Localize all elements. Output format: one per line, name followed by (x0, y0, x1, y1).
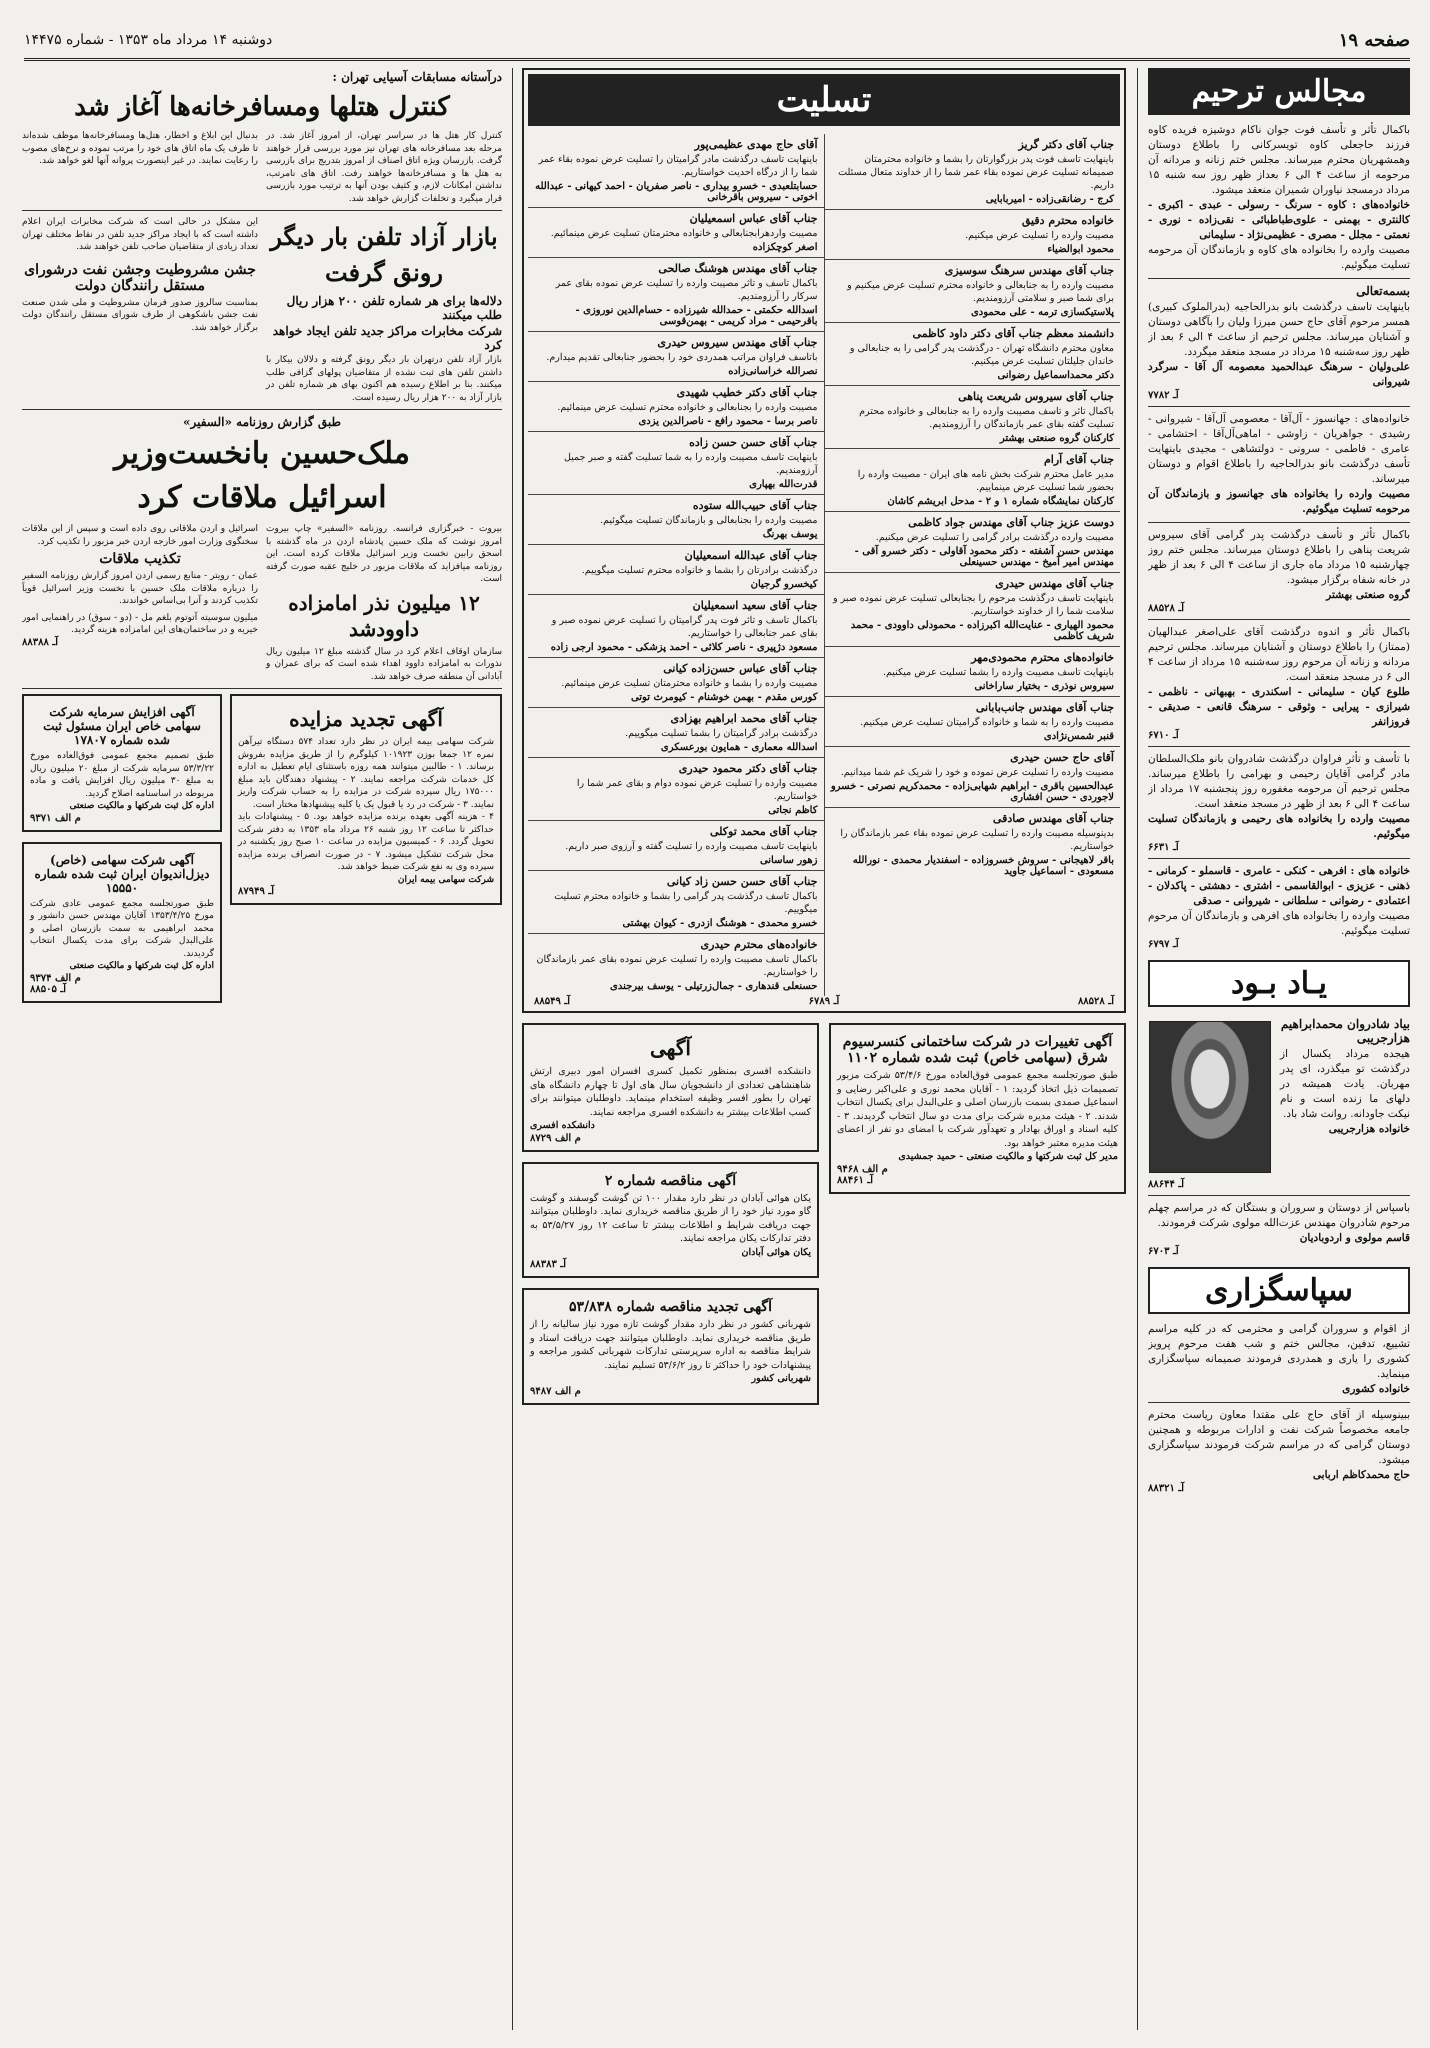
condolence-notice (825, 323, 1121, 386)
notice-title: جناب آقای محمد توکلی (709, 825, 818, 838)
news-headline-2a: بازار آزاد تلفن بار دیگر (270, 222, 498, 251)
divider (22, 409, 502, 410)
condolence-notice (825, 697, 1121, 747)
notice-title: آقای حاج حسن حیدری (1010, 751, 1114, 764)
ad-code: آـ ۸۸۴۶۱ (837, 1174, 874, 1186)
notice-signers: سیروس نوذری - بختیار ساراخانی (974, 681, 1114, 692)
divider (1148, 746, 1410, 747)
tajdid-text: شهربانی کشور در نظر دارد مقدار گوشت تازه مورد نیاز سالیانه را از طریق مناقصه خریداری نماید. داوطلبان میتوانند جهت دریافت اسناد و شرایط مناقصه به اداره سرپرستی تدارکات شهربانی کشور مراجعه و پیشنهادات خود را حداکثر تا روز ۵۳/۶/۲ تسلیم نمایند. (530, 1319, 811, 1371)
notice-body: مصیبت واردهرابجنابعالی و خانواده محترمتان تسلیت عرض مینمائیم. (550, 228, 818, 239)
notice-body: باینهایت تاسف مصیبت وارده را به شما تسلیت گفته و صبر جمیل آرزومندیم. (563, 452, 818, 476)
notice-title: جناب آقای سیروس شریعت پناهی (958, 390, 1114, 403)
column-memorials (1148, 68, 1410, 2030)
million-title: ۱۲ میلیون نذر امامزاده داوودشد (288, 590, 480, 641)
notice-signers: پلاستیکسازی ترمه - علی محمودی (970, 307, 1114, 318)
news-sub-2b: شرکت مخابرات مراکز جدید تلفن ایجاد خواهد کرد (272, 324, 502, 352)
notice-signers: خسرو محمدی - هوشنگ ازدری - کیوان بهشتی (622, 918, 818, 929)
ad-code: آـ ۸۸۳۸۳ (530, 1259, 567, 1270)
notice-signers: عبدالحسین باقری - ابراهیم شهابی‌زاده - محمدکریم نصرتی - خسرو لاجوردی - حسن افشاری (830, 781, 1114, 803)
yadbood-banner: یـاد بـود (1148, 960, 1410, 1007)
ad-code: آـ ۸۸۳۸۸ (22, 636, 59, 648)
taslit-column-left (528, 134, 824, 996)
notice-signers: ناصر برسا - محمود رافع - ناصرالدین یزدی (638, 416, 818, 427)
majales-notice-3: خانواده‌های : جهانسوز - آل‌آقا - معصومی آل‌آقا - شیروانی - رشیدی - جواهریان - زاوشی - اماهی‌آل‌آقا - احتشامی - عامری - فاطمی - سرونی - دولتشاهی - مجیدی باینهایت تأسف درگذشت بانو بدرالحاجیه را باطلاع اقوام و دوستان میرساند. (1148, 413, 1410, 485)
mozayede-text-2: ۴ - هزینه آگهی بعهده برنده مزایده خواهد بود. ۵ - پیشنهادات باید حداکثر تا ساعت ۱۲ روز شنبه ۲۶ مرداد ماه ۱۳۵۳ به دفتر شرکت تحویل گردد. ۶ - کمیسیون مزایده در ساعت ۱۰ صبح روز یکشنبه در محل شرکت تشکیل میشود. ۷ - در صورت انصراف برنده مزایده سپرده وی به نفع شرکت ضبط خواهد شد. (238, 812, 494, 872)
notice-signers: باقر لاهیجانی - سروش خسروزاده - اسفندیار محمدی - نورالله مسعودی - اسماعیل جاوید (852, 855, 1114, 877)
condolence-notice (825, 449, 1121, 512)
notice-body: درگذشت برادرتان را بشما و خانواده محترم تسلیت میگوییم. (581, 565, 818, 576)
condolence-notice (825, 512, 1121, 573)
majales-end-2: علی‌ولیان - سرهنگ عبدالحمید معصومه آل آقا - سرگرد شیروانی (1148, 361, 1410, 388)
notice-title: جناب آقای عباس اسمعیلیان (689, 212, 818, 225)
majales-banner: مجالس ترحیم (1148, 68, 1410, 115)
notice-body: معاون محترم دانشگاه تهران - درگذشت پدر گرامی را به جنابعالی و خاندان جلیلتان تسلیت عرض میکنیم. (849, 343, 1114, 367)
ad-code: آـ ۸۸۵۴۹ (534, 996, 571, 1007)
column-news (22, 68, 502, 2030)
notice-signers: قنبر شمس‌نژادی (1043, 731, 1114, 742)
condolence-notice (825, 808, 1121, 881)
majales-title-2: بسمه‌تعالی (1356, 284, 1410, 298)
news-text: بازار آزاد تلفن درتهران بار دیگر رونق گرفته و دلالان بیکار با داشتن تلفن های ثبت نشده از متقاضیان پولهای گزافی طلب میکنند. بنا بر اطلاع رسیده هم اکنون بهای هر شماره تلفن در بازار آزاد به ۲۰۰ هزار ریال رسیده است. (266, 355, 502, 403)
notice-body: باکمال تاسف و تاثر فوت پدر گرامیتان را تسلیت عرض نموده صبر و بقای عمر جنابعالی را خواستاریم. (551, 615, 818, 639)
ad-code: آـ ۶۷۹۷ (1148, 939, 1179, 950)
divider (1148, 522, 1410, 523)
notice-title: جناب آقای مهندس حیدری (995, 577, 1114, 590)
notice-title: جناب آقای دکتر محمود حیدری (678, 762, 818, 775)
divider (1148, 1402, 1410, 1403)
notice-signers: کاظم نجاتی (768, 805, 818, 816)
portrait-photo (1149, 1021, 1271, 1173)
taslit-column-right (824, 134, 1121, 996)
takzib-title: تکذیب ملاقات (99, 551, 181, 567)
yadbood-notice-2: باسپاس از دوستان و سروران و بستگان که در مراسم چهلم مرحوم شادروان مهندس عزت‌الله مولوی شرکت فرمودند. (1148, 1202, 1410, 1229)
notice-body: مصیبت وارده را تسلیت عرض میکنیم. (965, 230, 1114, 241)
notice-title: جناب آقای حسن حسن زاد کیانی (666, 875, 818, 888)
afzayesh-sign: اداره کل ثبت شرکتها و مالکیت صنعتی (69, 801, 214, 811)
notice-body: مصیبت وارده را به جنابعالی و خانواده محترم تسلیت عرض میکنیم و برای شما صبر و سلامتی آرزومندیم. (847, 280, 1114, 304)
agahi-text: دانشکده افسری بمنظور تکمیل کسری افسران امور دبیری ارتش شاهنشاهی تعدادی از دانشجویان سال های اول تا چهارم دانشگاه های تهران را بطور افسر وظیفه استخدام مینماید. داوطلبان میتوانند برای کسب اطلاعات بیشتر به دانشکده افسری مراجعه نمایند. (530, 1066, 811, 1118)
condolence-notice (825, 647, 1121, 697)
condolence-notice (528, 134, 824, 208)
ad-code: آـ ۸۸۶۴۴ (1148, 1179, 1185, 1190)
notice-signers: حسنعلی قندهاری - جمال‌زرتیلی - یوسف بیرجندی (610, 981, 818, 992)
news-text: بیروت - خبرگزاری فرانسه. روزنامه «السفیر» چاپ بیروت امروز نوشت که ملک حسین پادشاه اردن در ماه گذشته با اسحق رابین نخست وزیر اسرائیل ملاقات کرده است. این روزنامه میافزاید که ملاقات مزبور در خلیج عقبه صورت گرفته است. (266, 524, 502, 584)
monaqese-sign: یکان هوائی آبادان (741, 1246, 811, 1258)
notice-title: آقای حاج مهدی عظیمی‌پور (694, 138, 818, 151)
changes-title: آگهی تغییرات در شرکت ساختمانی کنسرسیوم شرق (سهامی خاص) ثبت شده شماره ۱۱۰۲ (842, 1034, 1113, 1066)
ad-code: آـ ۶۷۱۰ (1148, 730, 1179, 741)
afzayesh-text: طبق تصمیم مجمع عمومی فوق‌العاده مورخ ۵۳/۳/۲۲ سرمایه شرکت از مبلغ ۲۰ میلیون ریال به مبلغ ۳۰ میلیون ریال افزایش یافت و ماده مربوطه در اساسنامه اصلاح گردید. (30, 751, 215, 799)
ads-left (522, 1023, 819, 1415)
notice-signers: کرج - رضانقی‌زاده - امیربابایی (985, 194, 1114, 205)
notice-title: جناب آقای عبدالله اسمعیلیان (684, 549, 818, 562)
majales-notice-5: باکمال تأثر و اندوه درگذشت آقای علی‌اصغر عبدالهیان (ممتاز) را باطلاع دوستان و آشنایان میرساند. مجلس ترحیم مردانه و زنانه آن مرحوم روز سه‌شنبه ۱۵ مرداد از ساعت ۴ الی ۶ در مسجد منعقد است. (1148, 626, 1410, 683)
news-story-3 (22, 523, 502, 683)
notice-body: بدینوسیله مصیبت وارده را تسلیت عرض نموده بقاء عمر بازماندگان را خواستاریم. (840, 828, 1114, 852)
news-text: کنترل کار هتل ها در سراسر تهران، از امروز آغاز شد. در مرحله بعد مسافرخانه های تهران نیز مورد بررسی قرار خواهند گرفت. بازرسان ویژه اتاق اصناف از امروز بتدریج برای بازرسی به هتل ها و مسافرخانه‌ها خواهند رفت. اتاق های نامرتب، نداشتن امکانات لازم، و کثیف بودن آنها به ترتیب مورد بازرسی قرار میگیرد و تخلفات گزارش خواهد شد. (266, 131, 502, 204)
ads-right (829, 1023, 1126, 1415)
condolence-notice (528, 595, 824, 658)
notice-signers: کارکنان نمایشگاه شماره ۱ و ۲ - مدحل ابریشم کاشان (887, 496, 1114, 507)
taslit-columns (528, 134, 1120, 996)
condolence-notice (528, 545, 824, 595)
condolence-notice (825, 210, 1121, 260)
majales-notice-2: باینهایت تاسف درگذشت بانو بدرالحاجیه (بدرالملوک کبیری) همسر مرحوم آقای حاج حسن میرزا ولیان را بآگاهی دوستان و آشنایان میرساند. مجلس ترحیم از ساعت ۴ الی ۶ بعد از ظهر روز سه‌شنبه ۱۵ مرداد در مسجد منعقد میگردد. (1148, 301, 1410, 358)
condolence-notice (528, 708, 824, 758)
ad-code: آـ ۸۸۵۲۸ (1148, 603, 1185, 614)
notice-signers: زهور ساسانی (759, 855, 818, 866)
ad-code: م الف ۹۴۶۸ (837, 1163, 888, 1175)
condolence-notice (825, 260, 1121, 323)
divider (1148, 1195, 1410, 1196)
column-rule (1137, 68, 1138, 2030)
changes-text: طبق صورتجلسه مجمع عمومی فوق‌العاده مورخ ۵۳/۴/۶ شرکت مزبور تصمیمات ذیل اتخاذ گردید: ۱ - آقایان محمد نوری و علی‌اکبر رضایی و اسماعیل صمدی بسمت بازرسان اصلی و علی‌البدل برای یکسال انتخاب شدند. ۲ - هیئت مدیره شرکت برای مدت دو سال انتخاب گردیدند. ۳ - کلیه اسناد و اوراق بهادار و تعهدآور شرکت با امضای دو نفر از اعضای هیئت مدیره معتبر خواهد بود. (837, 1070, 1118, 1149)
notice-title: خانواده‌های محترم حیدری (700, 938, 818, 951)
news-headline-3a: ملک‌حسین بانخست‌وزیر (114, 436, 410, 471)
notice-title: جناب آقای عباس حسن‌زاده کیانی (663, 662, 818, 675)
mozayede-text: شرکت سهامی بیمه ایران در نظر دارد تعداد ۵۷۴ دستگاه تیرآهن نمره ۱۲ جمعا بوزن ۱۰۱۹۲۳ کیلوگرم را از طریق مزایده بفروش برساند. ۱ - طالبین میتوانند همه روزه باستثنای ایام تعطیل به اداره کل خدمات شرکت مراجعه نمایند. ۲ - پیشنهاد دهندگان باید مبلغ ۱۷۵۰۰۰ ریال سپرده شرکت در مزایده را به حساب شرکت واریز نمایند. ۳ - شرکت در رد یا قبول یک یا کلیه پیشنهادها مختار است. (238, 737, 495, 810)
notice-title: جناب آقای دکتر خطیب شهیدی (676, 386, 818, 399)
majales-end-6: مصیبت وارده را بخانواده های رحیمی و بازماندگان تسلیت میگوئیم. (1148, 813, 1410, 840)
news-headline-2b: رونق گرفت (325, 258, 443, 287)
divider (1148, 406, 1410, 407)
notice-title: جناب آقای سعید اسمعیلیان (692, 599, 818, 612)
ad-code: آـ ۷۷۸۲ (1148, 390, 1179, 401)
ad-code: آـ ۸۸۳۲۱ (1148, 1483, 1185, 1494)
agahi-title: آگهی (650, 1036, 691, 1060)
notice-signers: مسعود دژپیری - ناصر کلائی - احمد پزشکی - محمود ارجی زاده (550, 642, 818, 653)
majales-end-4: گروه صنعتی بهشتر (1326, 589, 1410, 601)
sepas-banner: سپاسگزاری (1148, 1267, 1410, 1314)
ad-code: م الف ۹۳۷۴ (30, 972, 81, 984)
news-text: بدنبال این ابلاغ و اخطار، هتل‌ها ومسافرخانه‌ها موظف شده‌اند تا ظرف یک ماه اتاق های خود را مرتب نموده و نرخ‌های مصوب را رعایت نمایند. در غیر اینصورت پروانه آنها لغو خواهد شد. (22, 131, 258, 166)
notice-title: جناب آقای مهندس صادقی (992, 812, 1114, 825)
ad-code: آـ ۸۸۵۲۸ (1077, 996, 1114, 1007)
notice-title: جناب آقای حبیب‌الله ستوده (692, 499, 818, 512)
notice-body: باینهایت تاسف فوت پدر بزرگوارتان را بشما و خانواده محترمتان صمیمانه تسلیت عرض نموده بقاء عمر شما را از خداوند متعال مسئلت داریم. (838, 154, 1114, 191)
ganji-sign: اداره کل ثبت شرکتها و مالکیت صنعتی (69, 961, 214, 971)
condolence-notice (528, 758, 824, 821)
notice-signers: اصغر کوچکزاده (752, 242, 818, 253)
notice-signers: محمود ابوالضیاء (1047, 244, 1114, 255)
taslit-box (522, 68, 1126, 1013)
divider (22, 210, 502, 211)
tajdid-sign: شهربانی کشور (751, 1373, 811, 1384)
notice-title: خانواده‌های محترم محمودی‌مهر (971, 651, 1114, 664)
news-text: بمناسبت سالروز صدور فرمان مشروطیت و ملی شدن صنعت نفت جشن باشکوهی از طرف شورای مستقل رانندگان دولت برگزار خواهد شد. (22, 297, 258, 333)
ad-code: آـ ۸۷۹۴۹ (238, 886, 275, 897)
sepas-text-2: ببینوسیله از آقای حاج علی مقتدا معاون ریاست محترم جامعه مخصوصاً شرکت نفت و ادارات مربوطه و همچنین دوستان گرامی که در مراسم شرکت فرمودند سپاسگزاری میشود. (1148, 1409, 1410, 1466)
notice-body: مصیبت وارده را بشما و خانواده محترمتان تسلیت عرض مینمائیم. (561, 678, 818, 689)
divider (22, 688, 502, 689)
afzayesh-title: آگهی افزایش سرمایه شرکت سهامی خاص ایران مسئول ثبت شده شماره ۱۷۸۰۷ (43, 705, 201, 747)
column-condolences (522, 68, 1126, 2030)
news-headline-3b: اسرائیل ملاقات کرد (137, 480, 387, 515)
yadbood-text: هیجده مرداد یکسال از درگذشت تو میگذرد، ای پدر مهربان. یادت همیشه در دلهای ما زنده است و نام نیکت جاودانه. روانت شاد باد. (1280, 1048, 1410, 1120)
column-rule (512, 68, 513, 2030)
news-block-2 (22, 216, 502, 404)
monaqese-text: یکان هوائی آبادان در نظر دارد مقدار ۱۰۰ تن گوشت گوسفند و گوشت گاو مورد نیاز خود را از طریق مناقصه خریداری نماید. داوطلبان میتوانند جهت دریافت شرایط و اطلاعات بیشتر تا ساعت ۱۲ روز ۵۳/۵/۲۷ به دفتر تدارکات یکان مراجعه نمایند. (530, 1192, 811, 1244)
divider (1148, 858, 1410, 859)
tajdid-ad (522, 1288, 819, 1405)
agahi-ad (522, 1023, 819, 1152)
sepas-text: از اقوام و سروران گرامی و محترمی که در کلیه مراسم تشییع، تدفین، مجالس ختم و شب هفت مرحوم پرویز کشوری را یاری و همدردی فرمودند صمیمانه سپاسگزاری مینماید. (1148, 1323, 1410, 1380)
ad-code: آـ ۸۸۵۰۵ (30, 983, 67, 995)
condolence-notice (528, 208, 824, 258)
notice-signers: اسدالله معماری - همایون بورعسکری (660, 742, 818, 753)
monaqese-title: آگهی مناقصه شماره ۲ (604, 1172, 737, 1189)
changes-sign: مدیر کل ثبت شرکتها و مالکیت صنعتی - حمید جمشیدی (898, 1151, 1118, 1162)
majales-end-1: مصیبت وارده را بخانواده های کاوه و بازماندگان آن مرحومه تسلیت میگوئیم. (1148, 244, 1410, 271)
ad-code: م الف ۹۳۷۱ (30, 812, 81, 824)
yadbood-block (1148, 1015, 1410, 1179)
notice-body: مصیبت وارده را به شما و خانواده گرامیتان تسلیت عرض میکنیم. (860, 717, 1114, 728)
notice-signers: کورس مقدم - بهمن خوشنام - کیومرث توتی (630, 692, 818, 703)
ad-code: آـ ۶۶۳۱ (1148, 842, 1179, 853)
legal-ads (22, 694, 502, 1013)
notice-title: جناب آقای مهندس جانب‌بابانی (975, 701, 1114, 714)
condolence-notice (825, 134, 1121, 210)
notice-title: دوست عزیز جناب آقای مهندس جواد کاظمی (908, 516, 1114, 529)
news-sub-2: دلاله‌ها برای هر شماره تلفن ۲۰۰ هزار ریال طلب میکنند (286, 294, 502, 322)
ad-code: آـ ۶۷۰۳ (1148, 1246, 1179, 1257)
notice-title: جناب آقای آرام (1044, 453, 1114, 466)
notice-body: مصیبت وارده درگذشت برادر گرامی را تسلیت عرض میکنیم. (875, 532, 1114, 543)
ad-code: آـ ۶۷۸۹ (808, 996, 840, 1007)
notice-body: باینهایت تاسف مصیبت وارده را بشما تسلیت عرض میکنیم. (882, 667, 1114, 678)
ganji-text: طبق صورتجلسه مجمع عمومی عادی شرکت مورخ ۱۳۵۳/۴/۲۵ آقایان مهندس حسن دانشور و محمد ابراهیمی به سمت بازرسان اصلی و علی‌البدل شرکت برای مدت یکسال انتخاب گردیدند. (30, 898, 214, 959)
notice-body: مدیر عامل محترم شرکت بخش نامه های ایران - مصیبت وارده را بحضور شما تسلیت عرض مینماییم. (857, 469, 1114, 493)
notice-title: خانواده محترم دقیق (1021, 214, 1114, 227)
yadbood-subtitle: بیاد شادروان محمدابراهیم هزارجریبی (1280, 1017, 1410, 1045)
page-number: صفحه ۱۹ (1338, 30, 1410, 51)
mozayede-title: آگهی تجدید مزایده (289, 707, 443, 731)
changes-ad (829, 1023, 1126, 1194)
notice-signers: یوسف بهرنگ (762, 529, 818, 540)
notice-title: جناب آقای مهندس سیروس حیدری (657, 336, 818, 349)
ad-code: م الف ۸۷۲۹ (530, 1132, 581, 1144)
notice-body: باینهایت تاسف مصیبت وارده را تسلیت گفته و آرزوی صبر داریم. (565, 841, 818, 852)
majales-end-7: مصیبت وارده را بخانواده های افرهی و بازماندگان آن مرحوم تسلیت میگوئیم. (1148, 910, 1410, 937)
divider (1148, 278, 1410, 279)
notice-body: مصیبت وارده را بجنابعالی و خانواده محترم تسلیت عرض مینمائیم. (557, 402, 818, 413)
news-kicker-1: درآستانه مسابقات آسیایی تهران : (332, 70, 502, 84)
news-text: این مشکل در حالی است که شرکت مخابرات ایران اعلام داشته است که با ایجاد مراکز جدید تلفن در نقاط مختلف تهران تعداد زیادی از متقاضیان صاحب تلفن خواهند شد. (22, 217, 258, 252)
mozayede-ad (230, 694, 502, 905)
notice-signers: حسابتلعبدی - خسرو بیداری - ناصر صفریان - احمد کیهانی - عبدالله اخوتی - سیروس باقرخانی (535, 181, 818, 203)
majales-families-7: خانواده های : افرهی - کنکی - عامری - قاسملو - کرمانی - ذهنی - عزیزی - ابوالقاسمی - اشتری - دهشتی - پاکدلان - اعتمادی - رضوانی - سلطانی - شیروانی - صدقی (1148, 865, 1410, 907)
condolence-notice (528, 382, 824, 432)
notice-body: باینهایت تاسف درگذشت مرحوم را بجنابعالی تسلیت عرض نموده صبر و سلامت شما را از خداوند خواستاریم. (832, 593, 1114, 617)
condolence-notice (528, 934, 824, 996)
news-text: عمان - رویتر - منابع رسمی اردن امروز گزارش روزنامه السفیر را درباره ملاقات ملک حسین با نخست وزیر اسرائیل قویاً تکذیب کردند و آنرا بی‌اساس خواندند. (22, 571, 258, 606)
news-text: اسرائیل و اردن ملاقاتی روی داده است و سپس از این ملاقات سخنگوی وزارت امور خارجه اردن خبر مزبور را تکذیب کرد. (22, 524, 258, 547)
news-story-1 (22, 130, 502, 205)
notice-signers: دکتر محمداسماعیل رضوانی (997, 370, 1114, 381)
condolence-notice (528, 495, 824, 545)
ads-row (522, 1023, 1126, 1415)
condolence-notice (825, 573, 1121, 647)
notice-signers: قدرت‌الله بهپاری (749, 479, 818, 490)
page-header (24, 28, 1410, 61)
majales-notice-6: با تأسف و تأثر فراوان درگذشت شادروان بانو ملک‌السلطان مادر گرامی آقایان رحیمی و بهرامی را باطلاع میرساند. مجلس ترحیم آن مرحومه مغفوره روز پنجشنبه ۱۷ مرداد از ساعت ۴ الی ۶ بعد از ظهر در مسجد منعقد است. (1148, 753, 1410, 810)
notice-body: باکمال تاسف و تاثر مصیبت وارده را تسلیت عرض نموده بقای عمر سرکار را آرزومندیم. (555, 278, 818, 302)
majales-end-3: مصیبت وارده را بخانواده های جهانسوز و بازماندگان آن مرحومه تسلیت میگوئیم. (1148, 488, 1410, 515)
majales-families-1: خانواده‌های : کاوه - سرنگ - رسولی - عبدی - اکبری - کالنتری - بهمنی - علوی‌طباطبائی - نقی‌زاده - نوری - نعمتی - مجلل - مصری - عظیمی‌نژاد - سلیمانی (1148, 199, 1410, 241)
date-line: دوشنبه ۱۴ مرداد ماه ۱۳۵۳ - شماره ۱۴۴۷۵ (24, 32, 273, 48)
tajdid-title: آگهی تجدید مناقصه شماره ۵۳/۸۳۸ (569, 1299, 772, 1315)
news-kicker-3: طبق گزارش روزنامه «السفیر» (182, 415, 342, 429)
notice-body: باتاسف فراوان مراتب همدردی خود را بحضور جنابعالی تقدیم میدارم. (546, 352, 818, 363)
notice-title: دانشمند معظم جناب آقای دکتر داود کاظمی (912, 327, 1114, 340)
notice-signers: محمود الهیاری - عنایت‌الله اکبرزاده - محمودلی داوودی - محمد شریف کاظمی (850, 620, 1114, 642)
notice-title: جناب آقای مهندس هوشنگ صالحی (658, 262, 818, 275)
monaqese-ad (522, 1162, 819, 1279)
divider (1148, 619, 1410, 620)
notice-title: جناب آقای مهندس سرهنگ سوسیزی (944, 264, 1114, 277)
condolence-notice (825, 386, 1121, 449)
notice-title: جناب آقای دکتر گریز (1018, 138, 1114, 151)
notice-signers: مهندس حسن آشفته - دکتر محمود آقاولی - دکتر خسرو آقی - مهندس امیر آمیخ - مهندس حسینعلی (854, 546, 1114, 568)
notice-body: مصیبت وارده را بجنابعالی و بازماندگان تسلیت میگوئیم. (600, 515, 818, 526)
notice-body: مصیبت وارده را تسلیت عرض نموده و خود را شریک غم شما میدانیم. (840, 767, 1114, 778)
notice-body: باینهایت تاسف درگذشت مادر گرامیتان را تسلیت عرض نموده بقاء عمر شما را از درگاه احدیت خواستاریم. (538, 154, 818, 178)
notice-signers: اسدالله حکمتی - حمدالله شیرزاده - حسام‌الدین نوروزی - باقرحیمی - مراد کریمی - بهمن‌قوسی (575, 305, 818, 327)
news-headline-1: کنترل هتلها ومسافرخانه‌ها آغاز شد (74, 92, 450, 122)
mozayede-sign: شرکت سهامی بیمه ایران (397, 874, 494, 885)
condolence-notice (528, 258, 824, 332)
taslit-banner: تسلیت (528, 74, 1120, 126)
majales-families-5: طلوع کیان - سلیمانی - اسکندری - بهبهانی - ناظمی - شیرازی - پیرایی - وثوقی - سرهنگ قانعی - صدیقی - فروزانفر (1148, 686, 1410, 728)
yadbood-sign: خانواده هزارجریبی (1328, 1123, 1410, 1135)
ganji-ad (22, 842, 222, 1003)
condolence-notice (528, 332, 824, 382)
sepas-sign-2: حاج محمدکاظم اربابی (1312, 1469, 1410, 1481)
notice-title: جناب آقای حسن حسن زاده (689, 436, 818, 449)
majales-notice-4: باکمال تأثر و تأسف درگذشت پدر گرامی آقای سیروس شریعت پناهی را باطلاع دوستان میرساند. مجلس ختم روز چهارشنبه ۱۵ مرداد ماه جاری از ساعت ۴ الی ۶ بعد از ظهر در خانه شفاه برگزار میشود. (1148, 529, 1410, 586)
ad-code: م الف ۹۴۸۷ (530, 1385, 581, 1397)
afzayesh-ad (22, 694, 222, 832)
notice-body: مصیبت وارده را تسلیت عرض نموده دوام و بقای عمر شما را خواستاریم. (576, 778, 818, 802)
condolence-notice (528, 432, 824, 495)
ganji-title: آگهی شرکت سهامی (خاص) دیزل‌اندیوان ایران ثبت شده شماره ۱۵۵۵۰ (34, 852, 210, 895)
notice-body: باکمال تاسف درگذشت پدر گرامی را بشما و خانواده محترم تسلیت میگوییم. (554, 891, 818, 915)
sepas-sign: خانواده کشوری (1342, 1383, 1410, 1395)
taslit-codes (528, 996, 1120, 1007)
notice-body: باکمال تاسف مصیبت وارده را تسلیت عرض نموده بقای عمر بازماندگان را خواستاریم. (536, 954, 818, 978)
notice-body: باکمال تاثر و تاسف مصیبت وارده را به جنابعالی و خانواده محترم تسلیت گفته بقای عمر بازماندگان را آرزومندیم. (859, 406, 1114, 430)
notice-signers: نصرالله خراسانی‌زاده (728, 366, 818, 377)
condolence-notice (528, 871, 824, 934)
news-text: میلیون سوسیته آتوتوم بلغم مل - (دو - سوق) در راهنمایی امور خیریه و در ساختمان‌های این امامزاده هزینه گردید. (22, 612, 258, 635)
news-headline-jashn: جشن مشروطیت وجشن نفت درشورای مستقل رانندگان دولت (24, 261, 256, 294)
notice-signers: کارکنان گروه صنعتی بهشتر (999, 433, 1114, 444)
majales-notice-1: باکمال تأثر و تأسف فوت جوان ناکام دوشیزه فریده کاوه فرزند حاجعلی کاوه تویسرکانی را باطلاع دوستان وهمشهریان محترم میرساند. مجلس ختم زنانه و مردانه آن مرحومه از ساعت ۴ الی ۶ بعداز ظهر روز سه شنبه ۱۵ مرداد درمسجد نیاوران شمیران منعقد میشود. (1148, 124, 1410, 196)
news-text: سازمان اوقاف اعلام کرد در سال گذشته مبلغ ۱۲ میلیون ریال نذورات به امامزاده داوود اهداء شده است که برای عمران و آبادانی آن منطقه صرف خواهد شد. (266, 646, 502, 682)
notice-body: درگذشت برادر گرامیتان را بشما تسلیت میگوییم. (625, 728, 818, 739)
condolence-notice (528, 658, 824, 708)
notice-title: جناب آقای محمد ابراهیم بهزادی (670, 712, 818, 725)
condolence-notice (825, 747, 1121, 808)
condolence-notice (528, 821, 824, 871)
yadbood-sign-2: قاسم مولوی و اردوبادیان (1299, 1232, 1410, 1244)
notice-signers: کیخسرو گرجیان (750, 579, 818, 590)
agahi-sign: دانشکده افسری (530, 1120, 595, 1131)
